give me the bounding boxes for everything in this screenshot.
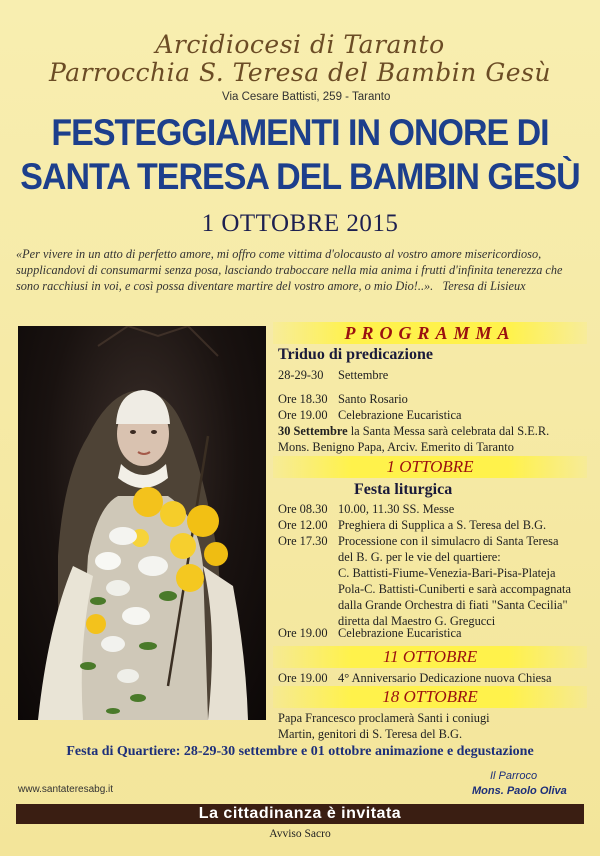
parroco-name: Mons. Paolo Oliva <box>472 785 567 797</box>
website-link[interactable]: www.santateresabg.it <box>18 784 114 795</box>
parroco-role: Il Parroco <box>490 770 538 782</box>
statue-illustration <box>18 326 266 720</box>
ottobre1-heading: 1 OTTOBRE <box>273 456 587 478</box>
quote-author: Teresa di Lisieux <box>442 279 526 293</box>
ottobre1-item <box>278 501 454 517</box>
ottobre11-heading: 11 OTTOBRE <box>273 646 587 668</box>
programma-heading: PROGRAMMA <box>273 322 587 344</box>
title-line-1: FESTEGGIAMENTI IN ONORE DI <box>51 112 549 154</box>
procession-line: diretta dal Maestro G. Gregucci <box>338 614 496 628</box>
ottobre11-item-text: 4° Anniversario Dedicazione nuova Chiesa <box>338 671 552 685</box>
triduo-item <box>278 391 408 407</box>
ottobre18-line: Martin, genitori di S. Teresa del B.G. <box>278 727 463 741</box>
title-line-2: SANTA TERESA DEL BAMBIN GESÙ <box>20 156 580 198</box>
triduo-title: Triduo di predicazione <box>278 346 433 363</box>
triduo-dates: 28-29-30 <box>278 368 324 382</box>
ottobre1-item <box>278 517 546 533</box>
triduo-note <box>278 423 549 439</box>
ottobre1-item-time: Ore 17.30 <box>278 534 328 548</box>
triduo-item <box>278 407 462 423</box>
triduo-item-time: Ore 19.00 <box>278 408 328 422</box>
procession-line: Pola-C. Battisti-Cuniberti e sarà accompagnata <box>338 582 571 596</box>
triduo-note-date: 30 Settembre <box>278 424 348 438</box>
ottobre1-item-time: Ore 12.00 <box>278 518 328 532</box>
ottobre1-item-text: Celebrazione Eucaristica <box>338 626 462 640</box>
quote-text: «Per vivere in un atto di perfetto amore, mi offro come vittima d'olocausto al vostro amore misericordioso, supplicandovi di consumarmi senza posa, lasciando traboccare nella mia anima i frutti d'infinita tenerezza che sono racchiusi in voi, e così possa diventare martire del vostro amore, o mio Dio!..». <box>16 247 563 293</box>
saint-statue-photo <box>18 326 266 720</box>
ottobre1-item-text: 10.00, 11.30 SS. Messe <box>338 502 455 516</box>
triduo-dates-row <box>278 367 388 383</box>
festa-liturgica-title: Festa liturgica <box>354 481 453 498</box>
triduo-note-text: la Santa Messa sarà celebrata dal S.E.R. <box>347 424 550 438</box>
triduo-item-time: Ore 18.30 <box>278 392 328 406</box>
parish-heading: Parrocchia S. Teresa del Bambin Gesù <box>48 58 552 87</box>
triduo-note-line2: Mons. Benigno Papa, Arciv. Emerito di Taranto <box>278 440 514 454</box>
parish-address: Via Cesare Battisti, 259 - Taranto <box>222 91 391 103</box>
invitation-banner: La cittadinanza è invitata <box>16 804 584 824</box>
ottobre18-line: Papa Francesco proclamerà Santi i coniugi <box>278 711 490 725</box>
ottobre1-item-text: Preghiera di Supplica a S. Teresa del B.G. <box>338 518 547 532</box>
quote <box>16 246 582 294</box>
event-date: 1 OTTOBRE 2015 <box>201 210 399 237</box>
triduo-month: Settembre <box>338 368 389 382</box>
ottobre1-item <box>278 625 462 641</box>
procession-line: C. Battisti-Fiume-Venezia-Bari-Pisa-Plateja <box>338 566 556 580</box>
diocese-heading: Arcidiocesi di Taranto <box>155 30 445 59</box>
ottobre1-item-time: Ore 19.00 <box>278 626 328 640</box>
ottobre1-item-time: Ore 08.30 <box>278 502 328 516</box>
avviso-sacro: Avviso Sacro <box>269 828 331 840</box>
triduo-item-text: Celebrazione Eucaristica <box>338 408 462 422</box>
ottobre1-item <box>278 533 559 549</box>
ottobre11-item <box>278 670 551 686</box>
procession-line: del B. G. per le vie del quartiere: <box>338 550 501 564</box>
ottobre18-heading: 18 OTTOBRE <box>273 686 587 708</box>
procession-line: dalla Grande Orchestra di fiati "Santa Cecilia" <box>338 598 568 612</box>
triduo-item-text: Santo Rosario <box>338 392 408 406</box>
ottobre1-item-text: Processione con il simulacro di Santa Teresa <box>338 534 559 548</box>
ottobre11-item-time: Ore 19.00 <box>278 671 328 685</box>
festa-quartiere: Festa di Quartiere: 28-29-30 settembre e 01 ottobre animazione e degustazione <box>66 744 534 759</box>
